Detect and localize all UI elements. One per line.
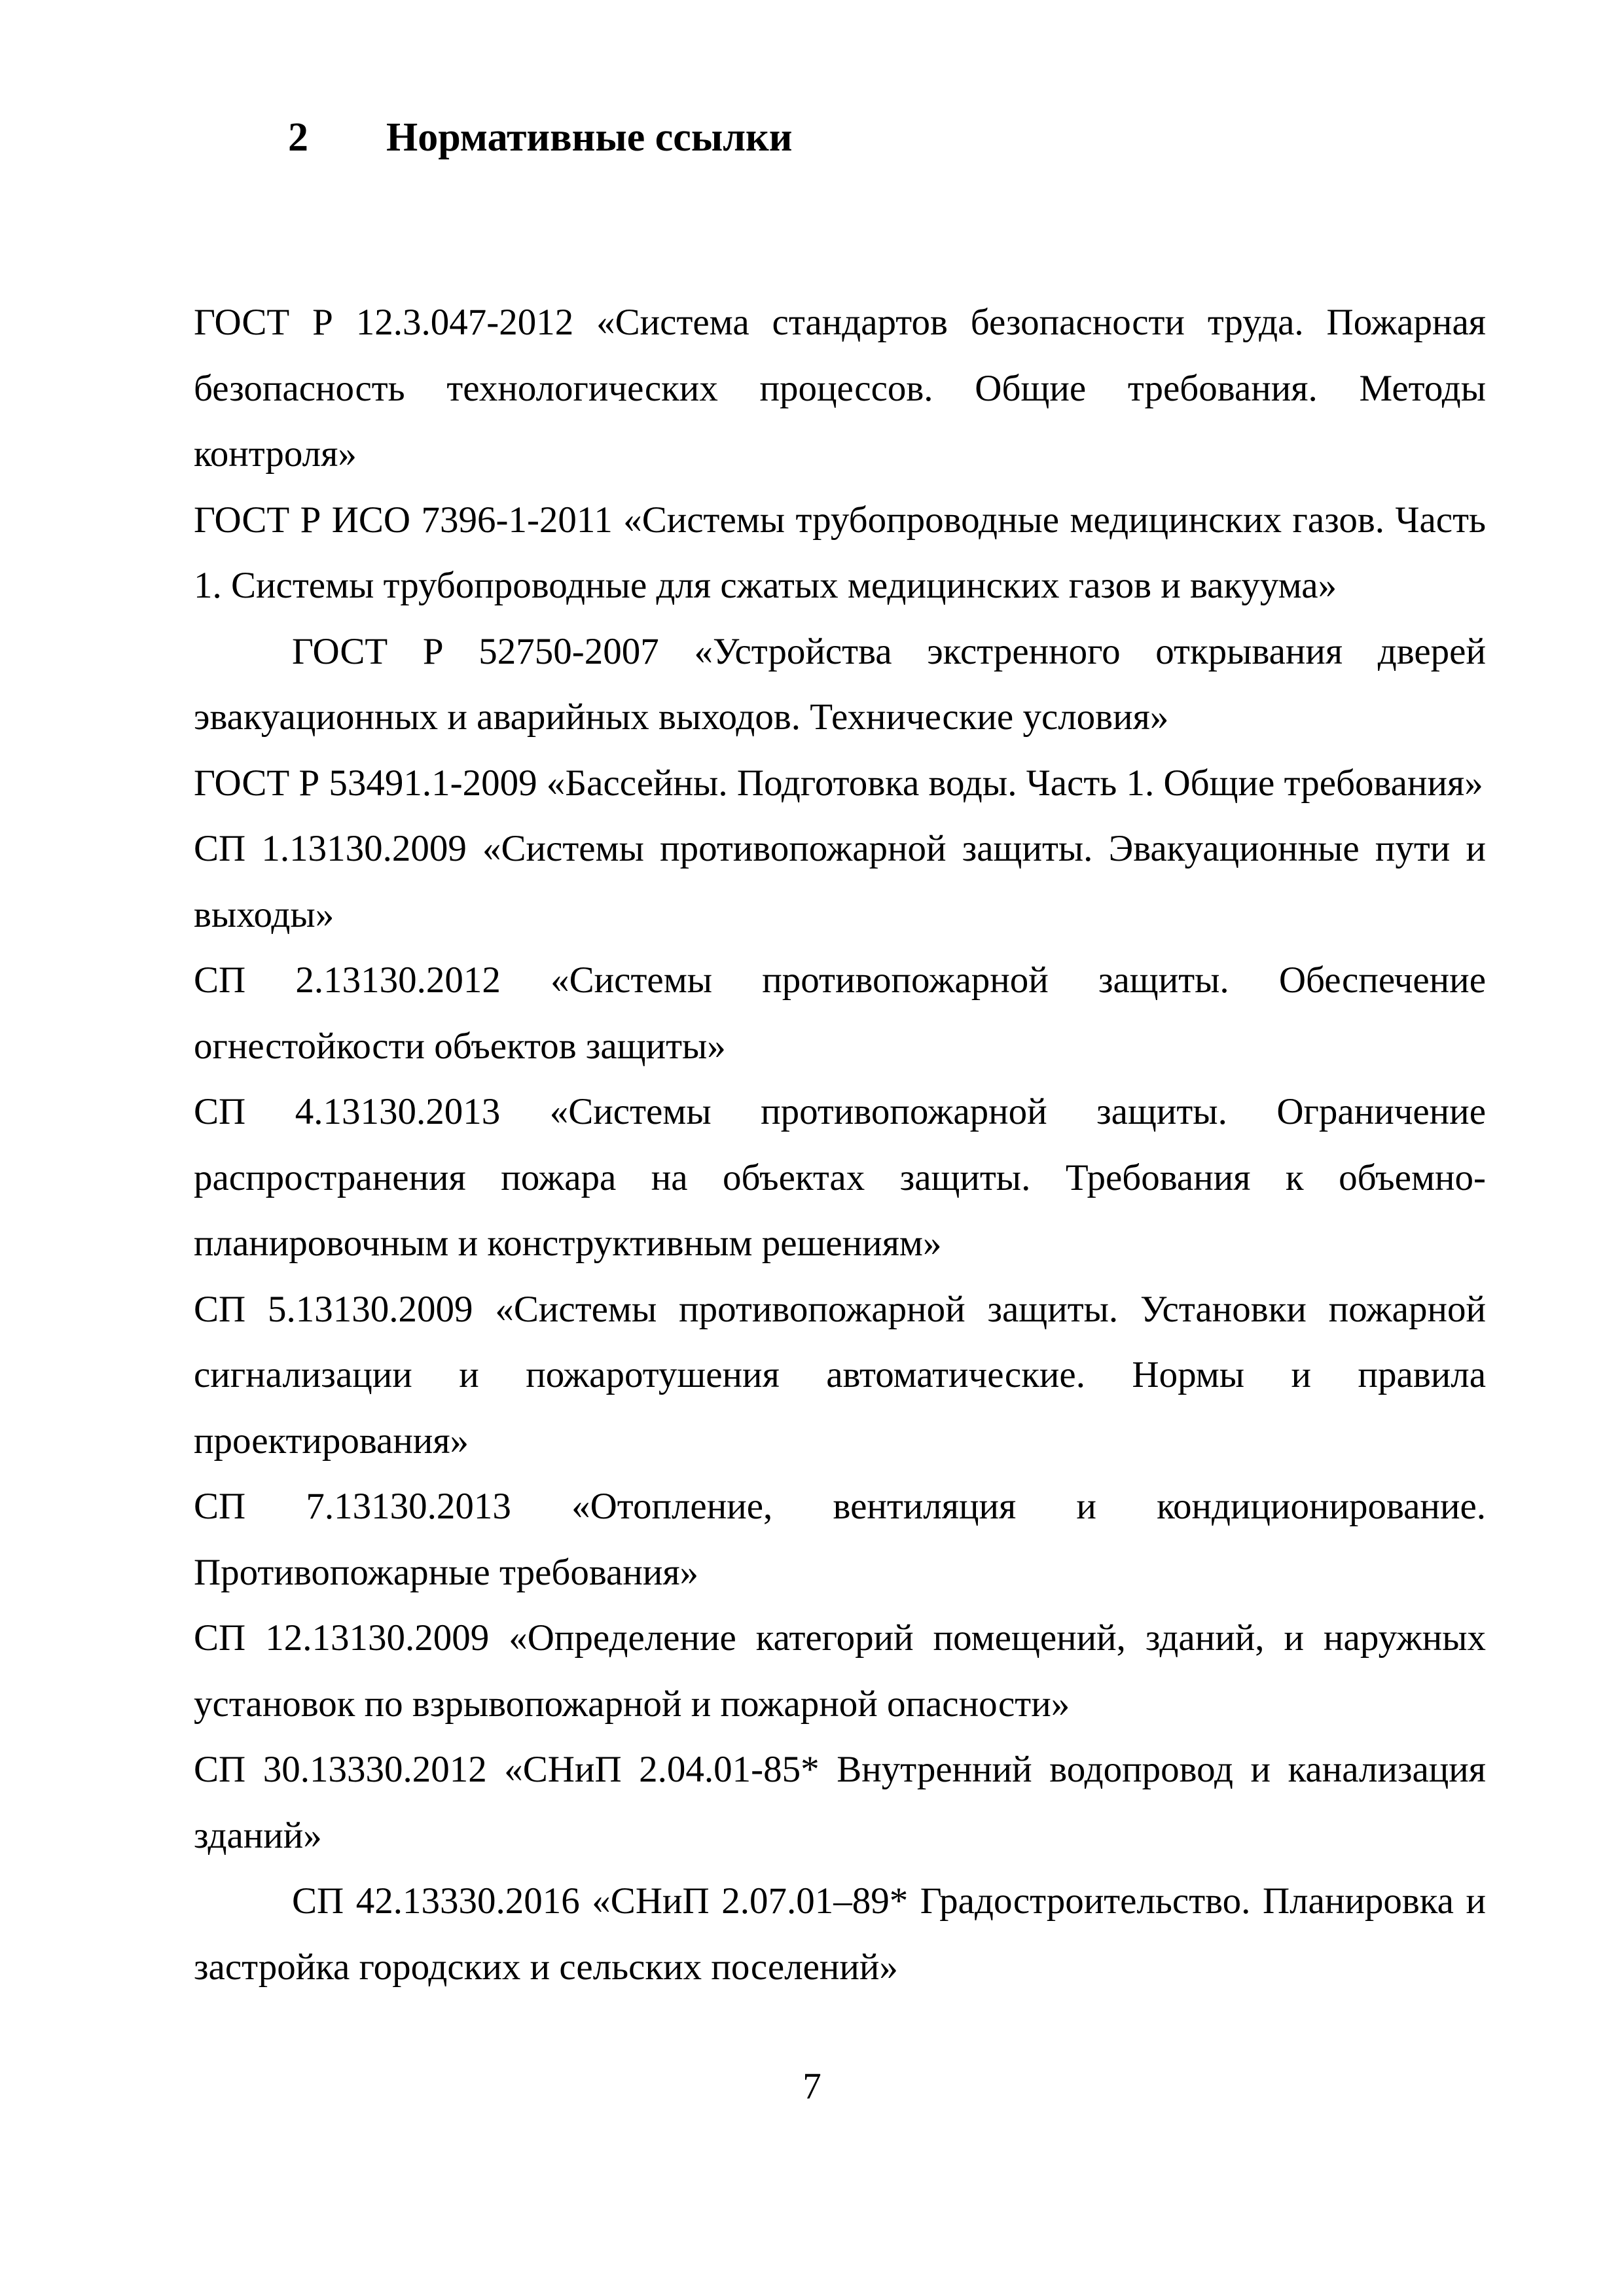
reference-item: СП 1.13130.2009 «Системы противопожарной защиты. Эвакуационные пути и выходы»: [194, 828, 1486, 935]
page-number: 7: [803, 2066, 821, 2107]
reference-item: СП 42.13330.2016 «СНиП 2.07.01–89* Градостроительство. Планировка и застройка городских и сельских поселений»: [194, 1880, 1486, 1988]
reference-item: ГОСТ Р ИСО 7396-1-2011 «Системы трубопроводные медицинских газов. Часть 1. Системы трубопроводные для сжатых медицинских газов и вакуума»: [194, 499, 1486, 606]
section-heading: [288, 111, 792, 164]
reference-item: ГОСТ Р 12.3.047-2012 «Система стандартов безопасности труда. Пожарная безопасность технологических процессов. Общие требования. Методы контроля»: [194, 302, 1486, 475]
section-number: 2: [288, 115, 308, 160]
references-list: [194, 290, 1486, 2000]
reference-item: СП 12.13130.2009 «Определение категорий помещений, зданий, и наружных установок по взрывопожарной и пожарной опасности»: [194, 1617, 1486, 1725]
reference-item: ГОСТ Р 53491.1-2009 «Бассейны. Подготовка воды. Часть 1. Общие требования»: [194, 762, 1483, 804]
reference-item: СП 4.13130.2013 «Системы противопожарной защиты. Ограничение распространения пожара на объектах защиты. Требования к объемно-планировочным и конструктивным решениям»: [194, 1091, 1486, 1264]
section-title: Нормативные ссылки: [386, 115, 793, 160]
reference-item: СП 2.13130.2012 «Системы противопожарной защиты. Обеспечение огнестойкости объектов защиты»: [194, 960, 1486, 1067]
reference-item: СП 5.13130.2009 «Системы противопожарной защиты. Установки пожарной сигнализации и пожаротушения автоматические. Нормы и правила проектирования»: [194, 1288, 1486, 1462]
reference-item: СП 7.13130.2013 «Отопление, вентиляция и кондиционирование. Противопожарные требования»: [194, 1486, 1486, 1593]
reference-item: ГОСТ Р 52750-2007 «Устройства экстренного открывания дверей эвакуационных и аварийных выходов. Технические условия»: [194, 630, 1486, 738]
reference-item: СП 30.13330.2012 «СНиП 2.04.01-85* Внутренний водопровод и канализация зданий»: [194, 1749, 1486, 1856]
